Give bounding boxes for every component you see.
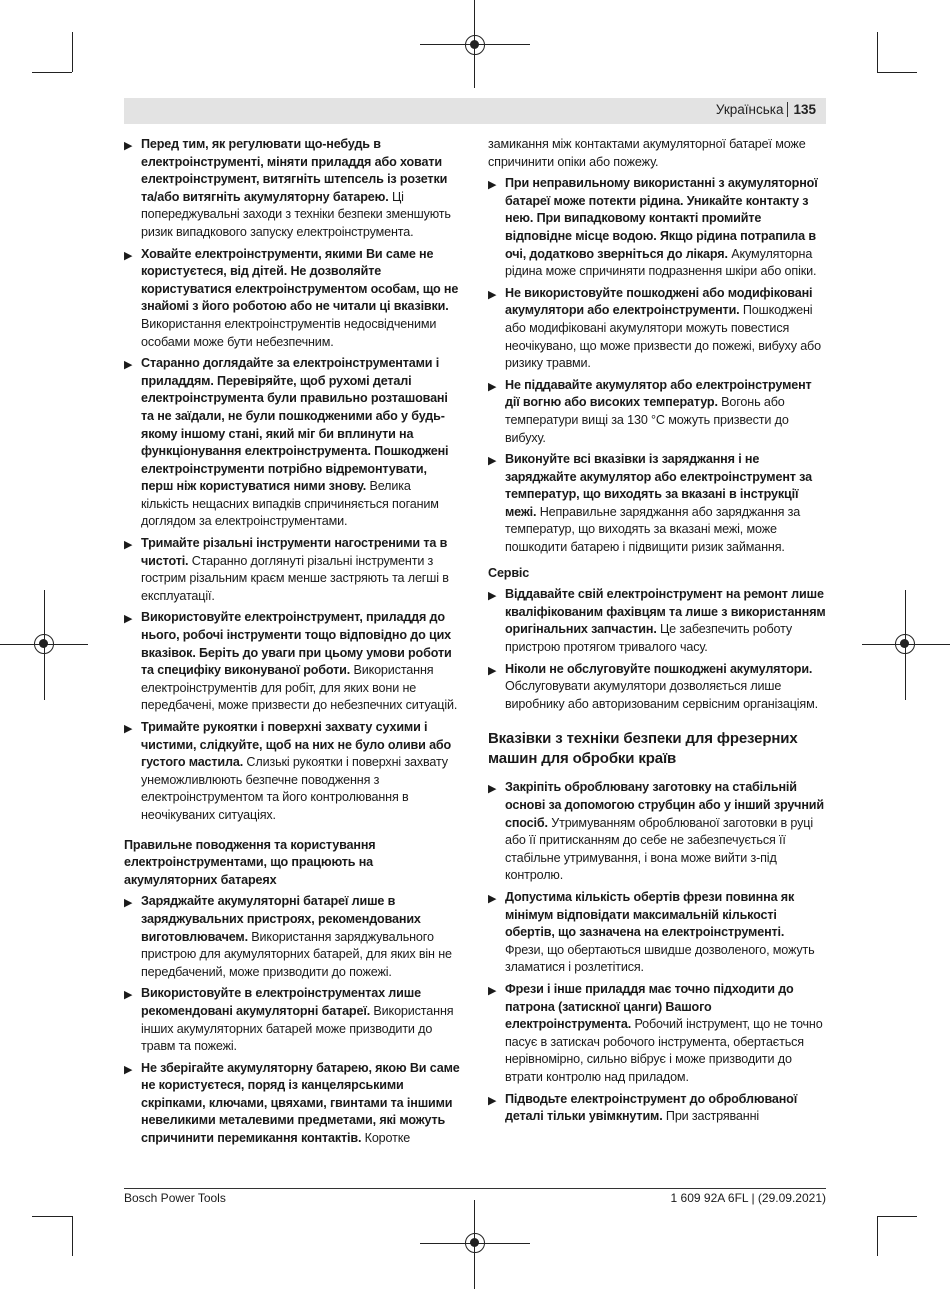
left-item-list-2 (124, 893, 460, 1147)
item-body-text: Це забезпечить роботу пристрою протягом тривалого часу. (505, 622, 793, 655)
right-item-list-3 (488, 779, 826, 1125)
bullet-triangle-icon: ▶ (124, 249, 133, 262)
item-body-text: Слизькі рукоятки і поверхні захвату унеможливлюють безпечне поводження з електроінструментом та його контролювання в неочікуваних ситуаціях. (141, 755, 448, 822)
list-item (488, 981, 826, 1087)
registration-target-icon (34, 634, 54, 654)
list-item (488, 889, 826, 977)
item-body-text: Використання електроінструментів недосвідченими особами може бути небезпечним. (141, 316, 437, 349)
list-item (124, 719, 460, 825)
bullet-triangle-icon: ▶ (488, 590, 497, 603)
item-bold-text: Не використовуйте пошкоджені або модифіковані акумулятори або електроінструменти. (505, 285, 813, 318)
item-bold-text: Перед тим, як регулювати що-небудь в електроінструменті, міняти приладдя або ховати електроінструмент, витягніть штепсель із розетки та/або витягніть акумуляторну батарею. (141, 137, 448, 204)
bullet-triangle-icon: ▶ (488, 179, 497, 192)
footer-brand: Bosch Power Tools (124, 1191, 226, 1205)
item-body-text: Використання заряджувального пристрою для акумуляторних батарей, для яких він не передбачений, може призводити до пожежі. (141, 929, 452, 979)
item-body-text: Використання електроінструментів для робіт, для яких вони не передбачені, може призвести до небезпечних ситуацій. (141, 663, 458, 713)
bullet-triangle-icon: ▶ (124, 989, 133, 1002)
footer-doc-id: 1 609 92A 6FL | (29.09.2021) (670, 1191, 826, 1205)
list-item (488, 285, 826, 373)
list-item (124, 1060, 460, 1148)
right-item-list-2 (488, 586, 826, 713)
item-bold-text: Тримайте різальні інструменти нагостреними та в чистоті. (141, 536, 448, 568)
crop-mark (877, 32, 878, 72)
crop-mark (32, 72, 72, 73)
item-body-text: Пошкоджені або модифіковані акумулятори можуть повестися неочікувано, що може призвести до пожежі, вибуху або ризику травми. (505, 303, 821, 371)
item-body-text: Використання інших акумуляторних батарей може призводити до травм та пожежі. (141, 1003, 454, 1054)
item-body-text: Вогонь або температури вищі за 130 °C можуть призвести до вибуху. (505, 395, 789, 445)
item-bold-text: Використовуйте в електроінструментах лише рекомендовані акумуляторні батареї. (141, 986, 421, 1018)
section-title: Вказівки з техніки безпеки для фрезерних машин для обробки країв (488, 730, 798, 768)
bullet-triangle-icon: ▶ (488, 1094, 497, 1107)
bullet-triangle-icon: ▶ (124, 539, 133, 552)
list-item (488, 586, 826, 656)
item-body-text: Обслуговувати акумулятори дозволяється лише виробнику або авторизованим сервісним організаціям. (505, 679, 818, 711)
list-item (124, 535, 460, 605)
registration-target-icon (465, 1233, 485, 1253)
item-body-text: Фрези, що обертаються швидше дозволеного, можуть зламатися і розлетітися. (505, 942, 815, 975)
list-item (124, 136, 460, 242)
list-item (488, 779, 826, 885)
item-bold-text: Не зберігайте акумуляторну батарею, якою Ви саме не користуєтеся, поряд із канцелярськими скріпками, ключами, цвяхами, гвинтами та іншими невеликими металевими предметами, які можуть спричинити перемикання контактів. (141, 1060, 460, 1146)
item-bold-text: Старанно доглядайте за електроінструментами і приладдям. Перевіряйте, щоб рухомі деталі електроінструмента були правильно розташовані та не заїдали, не були пошкодженими або у будь-якому іншому стані, який міг би вплинути на функціонування електроінструмента. Пошкоджені електроінструменти потрібно відремонтувати, перш ніж користуватися ними знову. (141, 356, 449, 494)
page-number: 135 (787, 102, 816, 117)
crop-mark (32, 1216, 72, 1217)
item-bold-text: Виконуйте всі вказівки із заряджання і не заряджайте акумулятор або електроінструмент за температур, що виходять за вказані в інструкції межі. (505, 452, 812, 519)
item-body-text: Ці попереджувальні заходи з техніки безпеки зменшують ризик випадкового запуску електроінструмента. (141, 189, 451, 239)
bullet-triangle-icon: ▶ (488, 288, 497, 301)
item-body-text: Неправильне заряджання або заряджання за температур, що виходять за вказані межі, може пошкодити батарею і підвищити ризик займання. (505, 504, 801, 555)
page-header (124, 98, 826, 124)
list-item (488, 451, 826, 557)
item-bold-text: Тримайте рукоятки і поверхні захвату сухими і чистими, слідкуйте, щоб на них не було оливи або густого мастила. (141, 720, 452, 770)
crop-mark (877, 1216, 878, 1256)
list-item (488, 661, 826, 714)
list-item (124, 609, 460, 715)
continued-text: замикання між контактами акумуляторної батареї може спричинити опіки або пожежу. (488, 137, 806, 169)
item-bold-text: Заряджайте акумуляторні батареї лише в заряджувальних пристроях, рекомендованих виготовлювачем. (141, 894, 421, 944)
bullet-triangle-icon: ▶ (124, 359, 133, 372)
bullet-triangle-icon: ▶ (124, 897, 133, 910)
item-body-text: Коротке (361, 1131, 411, 1146)
item-bold-text: Використовуйте електроінструмент, приладдя до нього, робочі інструменти тощо відповідно до цих вказівок. Беріть до уваги при цьому умови роботи та специфіку виконуваної роботи. (141, 610, 452, 678)
item-bold-text: При неправильному використанні з акумуляторної батареї може потекти рідина. Уникайте контакту з нею. При випадковому контакті промийте відповідне місце водою. Якщо рідина потрапила в очі, додатково зверніться до лікаря. (505, 176, 818, 261)
service-subheading: Сервіс (488, 565, 530, 580)
item-bold-text: Ніколи не обслуговуйте пошкоджені акумулятори. (505, 661, 813, 676)
right-column (488, 136, 826, 1130)
left-subheading: Правильне поводження та користування електроінструментами, що працюють на акумуляторних батареях (124, 837, 376, 887)
bullet-triangle-icon: ▶ (124, 1063, 133, 1076)
item-bold-text: Допустима кількість обертів фрези повинна як мінімум відповідати максимальній кількості обертів, що зазначена на електроінструменті. (505, 889, 795, 940)
item-body-text: Велика кількість нещасних випадків спричиняється поганим доглядом за електроінструментами. (141, 479, 439, 529)
item-body-text: Старанно доглянуті різальні інструменти з гострим різальним краєм менше застряють та легші в експлуатації. (141, 553, 449, 603)
crop-mark (877, 1216, 917, 1217)
item-body-text: При застряванні (662, 1109, 760, 1124)
bullet-triangle-icon: ▶ (488, 892, 497, 905)
footer-rule (124, 1188, 826, 1189)
left-item-list-1 (124, 136, 460, 825)
item-bold-text: Підводьте електроінструмент до оброблюваної деталі тільки увімкнутим. (505, 1091, 798, 1124)
registration-target-icon (465, 35, 485, 55)
header-language: Українська (715, 102, 784, 117)
bullet-triangle-icon: ▶ (488, 380, 497, 393)
bullet-triangle-icon: ▶ (124, 613, 133, 626)
list-item (124, 985, 460, 1055)
bullet-triangle-icon: ▶ (488, 984, 497, 997)
item-bold-text: Фрези і інше приладдя має точно підходити до патрона (затискної цанги) Вашого електроінструмента. (505, 981, 794, 1032)
crop-mark (877, 72, 917, 73)
registration-target-icon (895, 634, 915, 654)
bullet-triangle-icon: ▶ (124, 140, 133, 152)
left-column (124, 136, 460, 1152)
right-item-list-1 (488, 175, 826, 556)
bullet-triangle-icon: ▶ (488, 783, 497, 796)
item-body-text: Акумуляторна рідина може спричиняти подразнення шкіри або опіки. (505, 246, 817, 279)
bullet-triangle-icon: ▶ (124, 723, 133, 735)
item-body-text: Робочий інструмент, що не точно пасує в затискач робочого інструмента, обертається нерівномірно, сильно вібрує і може призводити до втрати контролю над приладом. (505, 1017, 823, 1084)
list-item (124, 893, 460, 981)
list-item (488, 175, 826, 281)
list-item (124, 355, 460, 531)
crop-mark (72, 1216, 73, 1256)
item-bold-text: Ховайте електроінструменти, якими Ви саме не користуєтеся, від дітей. Не дозволяйте користуватися електроінструментом особам, що не знайомі з його роботою або не читали ці вказівки. (141, 246, 459, 314)
list-item (124, 246, 460, 352)
header-text (716, 102, 816, 117)
bullet-triangle-icon: ▶ (488, 455, 497, 468)
item-bold-text: Віддавайте свій електроінструмент на ремонт лише кваліфікованим фахівцям та лише з використанням оригінальних запчастин. (505, 587, 826, 637)
bullet-triangle-icon: ▶ (488, 664, 497, 677)
list-item (488, 377, 826, 447)
crop-mark (72, 32, 73, 72)
item-body-text: Утримуванням оброблюваної заготовки в руці або її притисканням до себе не забезпечується її стабільне утримування, і вона може вийти з-під контролю. (505, 815, 813, 883)
item-bold-text: Закріпіть оброблювану заготовку на стабільній основі за допомогою струбцин або у інший зручний спосіб. (505, 780, 824, 830)
list-item (488, 1091, 826, 1126)
item-bold-text: Не піддавайте акумулятор або електроінструмент дії вогню або високих температур. (505, 377, 812, 410)
